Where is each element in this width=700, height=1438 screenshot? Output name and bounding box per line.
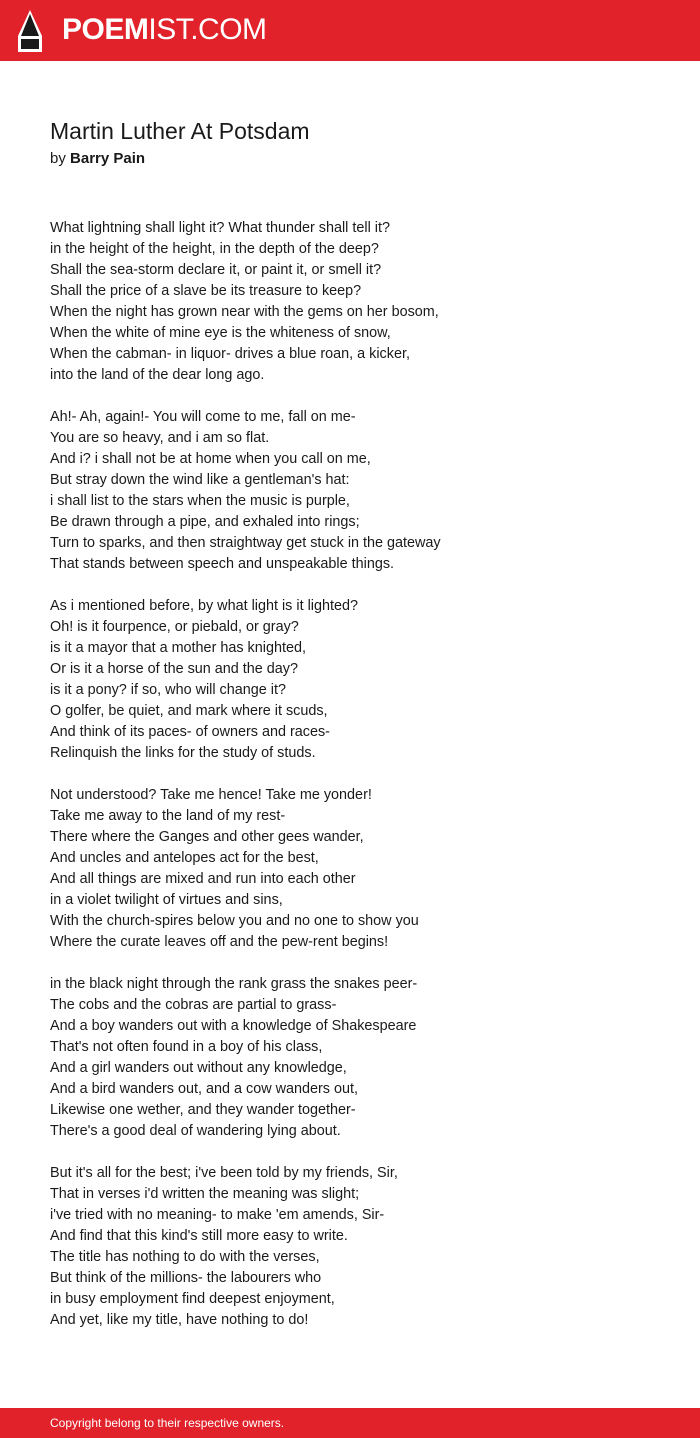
poem-line: in a violet twilight of virtues and sins, [50,892,283,908]
poem-line: Oh! is it fourpence, or piebald, or gray? [50,619,299,635]
poem-line: Likewise one wether, and they wander together- [50,1102,356,1118]
poem-line: The cobs and the cobras are partial to grass- [50,997,337,1013]
poem-title: Martin Luther At Potsdam [50,118,310,144]
poem-line: Or is it a horse of the sun and the day? [50,661,298,677]
site-footer [0,1408,700,1438]
poem-line: But stray down the wind like a gentleman's hat: [50,472,350,488]
poem-line: is it a pony? if so, who will change it? [50,682,286,698]
poem-body [50,218,670,1352]
poem-line: Take me away to the land of my rest- [50,808,286,824]
poem-line: And i? i shall not be at home when you call on me, [50,451,371,467]
logo-light-part: IST.COM [148,13,267,46]
poem-line: With the church-spires below you and no one to show you [50,913,419,929]
poem-line: And a girl wanders out without any knowledge, [50,1060,347,1076]
poem-byline [50,148,145,170]
copyright-text: Copyright belong to their respective owners. [50,1416,285,1430]
poem-line: Relinquish the links for the study of studs. [50,745,316,761]
poem-line: But it's all for the best; i've been told by my friends, Sir, [50,1165,398,1181]
poem-line: And find that this kind's still more easy to write. [50,1228,348,1244]
poem-line: And think of its paces- of owners and races- [50,724,330,740]
poem-line: As i mentioned before, by what light is it lighted? [50,598,358,614]
poem-line: O golfer, be quiet, and mark where it scuds, [50,703,328,719]
poem-line: Where the curate leaves off and the pew-rent begins! [50,934,389,950]
poem-line: Ah!- Ah, again!- You will come to me, fall on me- [50,409,356,425]
poem-line: When the white of mine eye is the whiteness of snow, [50,325,391,341]
poem-line: But think of the millions- the labourers who [50,1270,322,1286]
poem-line: And yet, like my title, have nothing to do! [50,1312,309,1328]
poem-stanza [50,785,670,953]
poem-stanza [50,596,670,764]
by-label: by [50,150,66,167]
poem-line: in the black night through the rank grass the snakes peer- [50,976,418,992]
poem-stanza [50,974,670,1142]
poem-line: Turn to sparks, and then straightway get stuck in the gateway [50,535,441,551]
poem-line: What lightning shall light it? What thunder shall tell it? [50,220,390,236]
poem-line: i've tried with no meaning- to make 'em amends, Sir- [50,1207,385,1223]
poem-line: You are so heavy, and i am so flat. [50,430,270,446]
poem-line: Be drawn through a pipe, and exhaled into rings; [50,514,360,530]
poem-line: There where the Ganges and other gees wander, [50,829,364,845]
poem-line: Not understood? Take me hence! Take me yonder! [50,787,372,803]
poem-line: That's not often found in a boy of his class, [50,1039,323,1055]
poem-line: And a boy wanders out with a knowledge of Shakespeare [50,1018,417,1034]
site-header [0,0,700,61]
author-link[interactable]: Barry Pain [70,150,146,167]
poem-line: That stands between speech and unspeakable things. [50,556,395,572]
poem-line: And all things are mixed and run into each other [50,871,356,887]
poem-line: in busy employment find deepest enjoyment, [50,1291,335,1307]
poem-line: That in verses i'd written the meaning was slight; [50,1186,360,1202]
poem-stanza [50,1163,670,1331]
poem-line: When the cabman- in liquor- drives a blue roan, a kicker, [50,346,410,362]
poem-line: And uncles and antelopes act for the best, [50,850,319,866]
site-logo-text [62,10,267,50]
poem-line: i shall list to the stars when the music is purple, [50,493,350,509]
poem-line: in the height of the height, in the depth of the deep? [50,241,379,257]
poem-line: Shall the price of a slave be its treasure to keep? [50,283,362,299]
poem-stanza [50,218,670,386]
pencil-logo-icon [18,10,42,52]
poem-stanza [50,407,670,575]
poem-line: When the night has grown near with the gems on her bosom, [50,304,439,320]
poem-line: Shall the sea-storm declare it, or paint it, or smell it? [50,262,382,278]
poem-line: into the land of the dear long ago. [50,367,265,383]
logo-bold-part: POEM [62,13,149,46]
poem-line: And a bird wanders out, and a cow wanders out, [50,1081,358,1097]
poem-line: There's a good deal of wandering lying about. [50,1123,341,1139]
poem-line: is it a mayor that a mother has knighted, [50,640,306,656]
poem-line: The title has nothing to do with the verses, [50,1249,320,1265]
